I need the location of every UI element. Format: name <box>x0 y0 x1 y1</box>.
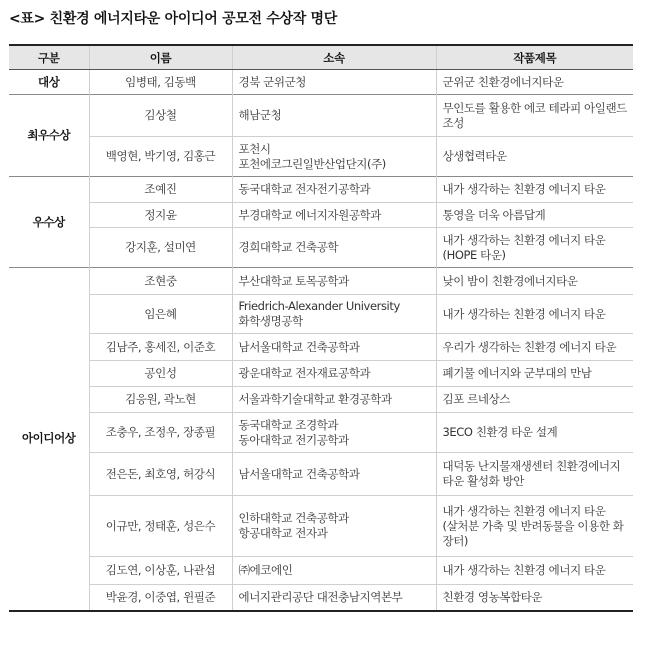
affiliation-cell <box>232 496 436 557</box>
header-work: 작품제목 <box>436 45 633 70</box>
work-cell: 폐기물 에너지와 군부대의 만남 <box>436 361 633 387</box>
name-cell: 조충우, 조정우, 장종필 <box>89 413 232 453</box>
affiliation-line: 화학생명공학 <box>238 314 303 328</box>
table-row <box>9 295 633 334</box>
affiliation-cell <box>232 137 436 177</box>
group-merit-prize <box>9 177 633 268</box>
category-cell: 아이디어상 <box>9 268 89 611</box>
work-cell: 상생협력타운 <box>436 137 633 177</box>
name-cell: 공인성 <box>89 361 232 387</box>
affiliation-cell: 경희대학교 건축공학 <box>232 228 436 268</box>
table-row <box>9 413 633 453</box>
name-cell: 임병태, 김동백 <box>89 70 232 95</box>
name-cell: 전은돈, 최호영, 허강식 <box>89 453 232 496</box>
work-cell: 무인도를 활용한 에코 테라피 아일랜드 조성 <box>436 95 633 137</box>
name-cell: 김남주, 홍세진, 이준호 <box>89 334 232 361</box>
table-row <box>9 585 633 611</box>
affiliation-line: 포천시 <box>238 141 271 156</box>
table-row <box>9 496 633 557</box>
category-cell: 최우수상 <box>9 95 89 177</box>
name-cell: 백영현, 박기영, 김홍근 <box>89 137 232 177</box>
table-row <box>9 177 633 203</box>
work-line: 내가 생각하는 친환경 에너지 타운 <box>442 232 606 247</box>
table-row <box>9 137 633 177</box>
name-cell: 김응원, 곽노현 <box>89 387 232 413</box>
name-cell: 강지훈, 설미연 <box>89 228 232 268</box>
work-cell: 내가 생각하는 친환경 에너지 타운 <box>436 295 633 334</box>
affiliation-cell: 광운대학교 전자재료공학과 <box>232 361 436 387</box>
name-cell: 정지윤 <box>89 203 232 228</box>
affiliation-line: Friedrich-Alexander University <box>238 299 400 313</box>
group-idea-prize <box>9 268 633 611</box>
category-cell: 우수상 <box>9 177 89 268</box>
work-cell: 통영을 더욱 아름답게 <box>436 203 633 228</box>
affiliation-cell: 남서울대학교 건축공학과 <box>232 334 436 361</box>
work-cell: 낮이 밤이 친환경에너지타운 <box>436 268 633 295</box>
group-excellence-prize <box>9 95 633 177</box>
name-cell: 조예진 <box>89 177 232 203</box>
name-cell: 김상철 <box>89 95 232 137</box>
work-cell <box>436 496 633 557</box>
header-affiliation: 소속 <box>232 45 436 70</box>
table-row <box>9 268 633 295</box>
affiliation-cell <box>232 413 436 453</box>
table-row <box>9 70 633 95</box>
work-cell <box>436 228 633 268</box>
work-cell: 대덕동 난지물재생센터 친환경에너지타운 활성화 방안 <box>436 453 633 496</box>
work-cell: 내가 생각하는 친환경 에너지 타운 <box>436 557 633 585</box>
table-row <box>9 95 633 137</box>
work-cell: 우리가 생각하는 친환경 에너지 타운 <box>436 334 633 361</box>
name-cell: 조현중 <box>89 268 232 295</box>
work-cell: 3ECO 친환경 타운 설계 <box>436 413 633 453</box>
table-header-row <box>9 45 633 70</box>
affiliation-cell <box>232 295 436 334</box>
header-category: 구분 <box>9 45 89 70</box>
name-cell: 김도연, 이상훈, 나관섭 <box>89 557 232 585</box>
work-cell: 군위군 친환경에너지타운 <box>436 70 633 95</box>
affiliation-line: 포천에코그린일반산업단지(주) <box>238 156 386 171</box>
name-cell: 박윤경, 이중엽, 윈필준 <box>89 585 232 611</box>
affiliation-line: 동아대학교 전기공학과 <box>238 432 349 447</box>
affiliation-cell: 동국대학교 전자전기공학과 <box>232 177 436 203</box>
header-name: 이름 <box>89 45 232 70</box>
affiliation-cell: 에너지관리공단 대전충남지역본부 <box>232 585 436 611</box>
affiliation-cell: 해남군청 <box>232 95 436 137</box>
affiliation-line: 동국대학교 조경학과 <box>238 417 339 432</box>
table-row <box>9 387 633 413</box>
work-cell: 김포 르네상스 <box>436 387 633 413</box>
table-row <box>9 203 633 228</box>
affiliation-line: 항공대학교 전자과 <box>238 526 328 540</box>
affiliation-cell: 경북 군위군청 <box>232 70 436 95</box>
page-title: <표> 친환경 에너지타운 아이디어 공모전 수상작 명단 <box>9 11 338 27</box>
work-line: 내가 생각하는 친환경 에너지 타운 <box>442 503 606 518</box>
name-cell: 이규만, 정태훈, 성은수 <box>89 496 232 557</box>
group-grand-prize <box>9 70 633 95</box>
table-row <box>9 334 633 361</box>
affiliation-cell: ㈜에코에인 <box>232 557 436 585</box>
affiliation-cell: 서울과학기술대학교 환경공학과 <box>232 387 436 413</box>
affiliation-cell: 부경대학교 에너지자원공학과 <box>232 203 436 228</box>
name-cell: 임은혜 <box>89 295 232 334</box>
table-row <box>9 361 633 387</box>
table-row <box>9 557 633 585</box>
affiliation-cell: 남서울대학교 건축공학과 <box>232 453 436 496</box>
work-cell: 친환경 영농복합타운 <box>436 585 633 611</box>
awards-table <box>9 44 633 612</box>
affiliation-line: 인하대학교 건축공학과 <box>238 511 349 525</box>
work-line: (살처분 가축 및 반려동물을 이용한 화장터) <box>442 518 624 548</box>
table-row <box>9 453 633 496</box>
table-row <box>9 228 633 268</box>
work-line: (HOPE 타운) <box>442 247 506 262</box>
work-cell: 내가 생각하는 친환경 에너지 타운 <box>436 177 633 203</box>
category-cell: 대상 <box>9 70 89 95</box>
affiliation-cell: 부산대학교 토목공학과 <box>232 268 436 295</box>
